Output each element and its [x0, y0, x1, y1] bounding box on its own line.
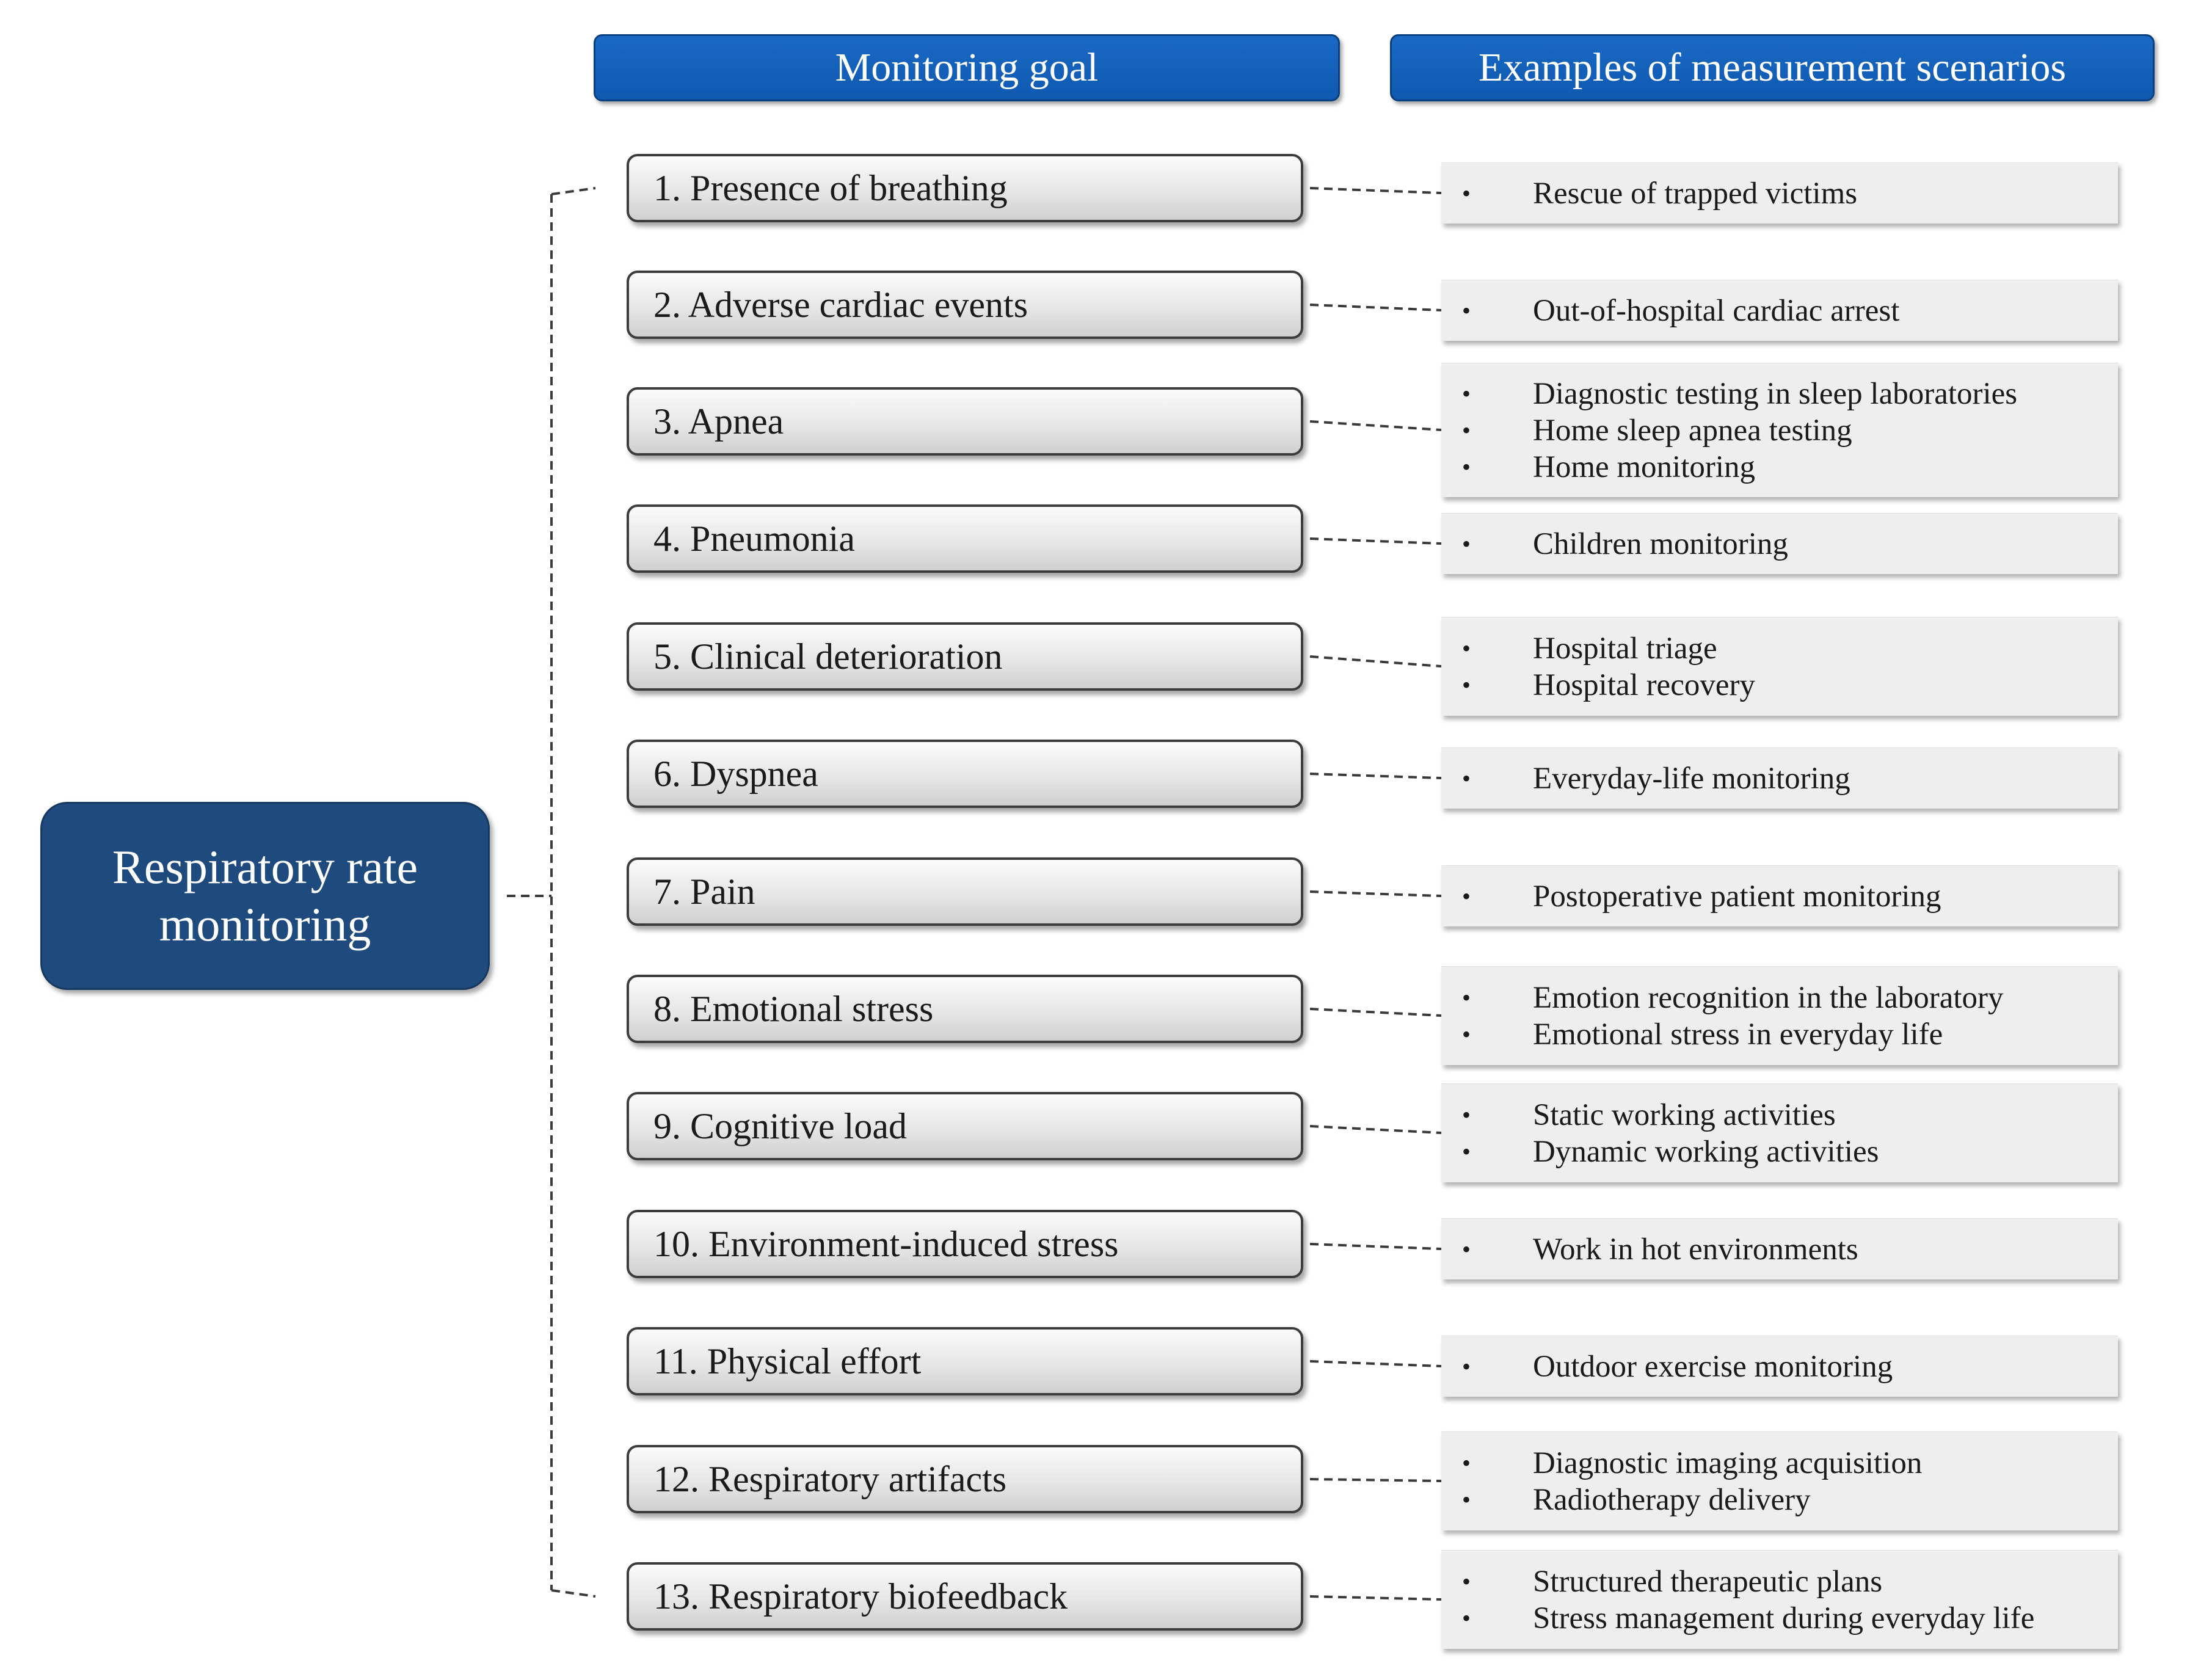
- example-item: [1441, 1482, 2118, 1518]
- goal-label: 3. Apnea: [653, 401, 784, 442]
- goal-to-example-line: [1310, 1244, 1441, 1249]
- goal-to-example-line: [1310, 657, 1441, 666]
- example-box: [1441, 1336, 2118, 1397]
- goal-to-example-line: [1310, 1596, 1441, 1599]
- root-node: [40, 802, 490, 990]
- bullet-icon: •: [1462, 416, 1471, 444]
- example-box: [1441, 1083, 2118, 1182]
- example-text: Rescue of trapped victims: [1533, 176, 1858, 211]
- goal-box: [627, 1327, 1303, 1395]
- bullet-icon: •: [1462, 1485, 1471, 1513]
- goal-label: 9. Cognitive load: [653, 1105, 907, 1146]
- example-text: Out-of-hospital cardiac arrest: [1533, 293, 1900, 328]
- example-text: Home monitoring: [1533, 449, 1756, 484]
- example-item: [1441, 760, 2118, 797]
- goal-label: 13. Respiratory biofeedback: [653, 1576, 1068, 1617]
- example-text: Dynamic working activities: [1533, 1134, 1879, 1169]
- bullet-icon: •: [1462, 179, 1471, 207]
- example-box: [1441, 865, 2118, 926]
- example-item: [1441, 1133, 2118, 1170]
- example-item: [1441, 1016, 2118, 1053]
- bullet-icon: •: [1462, 983, 1471, 1011]
- goal-to-example-line: [1310, 421, 1441, 430]
- goal-box: [627, 387, 1303, 456]
- example-item: [1441, 667, 2118, 704]
- example-text: Radiotherapy delivery: [1533, 1482, 1811, 1517]
- goal-to-example-line: [1310, 1479, 1441, 1481]
- example-item: [1441, 412, 2118, 449]
- example-box: [1441, 1550, 2118, 1649]
- goal-label: 2. Adverse cardiac events: [653, 284, 1028, 325]
- goal-box: [627, 857, 1303, 926]
- goal-label: 12. Respiratory artifacts: [653, 1458, 1007, 1499]
- goal-to-example-line: [1310, 774, 1441, 778]
- example-text: Hospital recovery: [1533, 668, 1755, 702]
- bullet-icon: •: [1462, 634, 1471, 662]
- example-text: Everyday-life monitoring: [1533, 761, 1850, 796]
- example-text: Work in hot environments: [1533, 1232, 1858, 1267]
- example-item: [1441, 1563, 2118, 1600]
- bullet-icon: •: [1462, 529, 1471, 558]
- example-item: [1441, 878, 2118, 915]
- example-text: Static working activities: [1533, 1097, 1836, 1132]
- example-item: [1441, 1445, 2118, 1482]
- bullet-icon: •: [1462, 1100, 1471, 1129]
- example-text: Children monitoring: [1533, 526, 1788, 561]
- example-box: [1441, 162, 2118, 224]
- goal-box: [627, 1210, 1303, 1278]
- example-item: [1441, 175, 2118, 212]
- goal-to-example-line: [1310, 1126, 1441, 1133]
- example-item: [1441, 630, 2118, 667]
- goal-to-example-line: [1310, 892, 1441, 896]
- example-box: [1441, 617, 2118, 716]
- example-box: [1441, 1431, 2118, 1530]
- example-text: Hospital triage: [1533, 631, 1717, 666]
- bullet-icon: •: [1462, 1235, 1471, 1263]
- bullet-icon: •: [1462, 1449, 1471, 1477]
- bullet-icon: •: [1462, 671, 1471, 699]
- goal-to-example-line: [1310, 1009, 1441, 1016]
- bullet-icon: •: [1462, 453, 1471, 481]
- goal-box: [627, 504, 1303, 573]
- example-item: [1441, 293, 2118, 329]
- example-box: [1441, 966, 2118, 1065]
- root-line-2: monitoring: [159, 898, 371, 951]
- goal-label: 5. Clinical deterioration: [653, 636, 1003, 677]
- goal-to-example-line: [1310, 1361, 1441, 1366]
- bracket-bottom-line: [551, 1590, 595, 1596]
- example-item: [1441, 376, 2118, 412]
- goal-box: [627, 1562, 1303, 1631]
- goal-box: [627, 622, 1303, 691]
- example-text: Home sleep apnea testing: [1533, 413, 1852, 448]
- example-box: [1441, 513, 2118, 574]
- example-box: [1441, 1218, 2118, 1279]
- example-text: Emotional stress in everyday life: [1533, 1017, 1943, 1052]
- goal-label: 10. Environment-induced stress: [653, 1223, 1119, 1264]
- example-item: [1441, 1348, 2118, 1385]
- bullet-icon: •: [1462, 296, 1471, 324]
- bullet-icon: •: [1462, 1352, 1471, 1380]
- goal-box: [627, 154, 1303, 222]
- goal-to-example-line: [1310, 539, 1441, 544]
- root-line-1: Respiratory rate: [112, 840, 418, 893]
- example-item: [1441, 1231, 2118, 1268]
- example-text: Stress management during everyday life: [1533, 1601, 2035, 1635]
- example-item: [1441, 526, 2118, 562]
- example-text: Emotion recognition in the laboratory: [1533, 980, 2004, 1015]
- goal-box: [627, 1092, 1303, 1160]
- goal-box: [627, 271, 1303, 339]
- example-item: [1441, 980, 2118, 1016]
- bullet-icon: •: [1462, 764, 1471, 792]
- bullet-icon: •: [1462, 1020, 1471, 1048]
- goal-box: [627, 1445, 1303, 1513]
- example-text: Outdoor exercise monitoring: [1533, 1349, 1893, 1384]
- goal-box: [627, 740, 1303, 808]
- example-box: [1441, 363, 2118, 497]
- bullet-icon: •: [1462, 379, 1471, 407]
- goal-label: 8. Emotional stress: [653, 988, 934, 1029]
- monitoring-goal-header: Monitoring goal: [594, 34, 1340, 101]
- goal-label: 6. Dyspnea: [653, 753, 818, 794]
- example-text: Structured therapeutic plans: [1533, 1564, 1883, 1599]
- goal-to-example-line: [1310, 305, 1441, 310]
- bullet-icon: •: [1462, 1567, 1471, 1595]
- example-box: [1441, 748, 2118, 809]
- bracket-top-line: [551, 188, 595, 194]
- goal-label: 4. Pneumonia: [653, 518, 855, 559]
- examples-header: Examples of measurement scenarios: [1390, 34, 2155, 101]
- goal-label: 11. Physical effort: [653, 1341, 922, 1381]
- example-box: [1441, 280, 2118, 341]
- goal-label: 1. Presence of breathing: [653, 167, 1008, 208]
- bullet-icon: •: [1462, 1604, 1471, 1632]
- goal-label: 7. Pain: [653, 871, 755, 912]
- example-text: Postoperative patient monitoring: [1533, 879, 1941, 914]
- example-item: [1441, 1600, 2118, 1637]
- bullet-icon: •: [1462, 1137, 1471, 1165]
- example-item: [1441, 449, 2118, 486]
- bullet-icon: •: [1462, 882, 1471, 910]
- goal-box: [627, 975, 1303, 1043]
- example-text: Diagnostic imaging acquisition: [1533, 1446, 1923, 1480]
- example-item: [1441, 1097, 2118, 1133]
- goal-to-example-line: [1310, 188, 1441, 193]
- example-text: Diagnostic testing in sleep laboratories: [1533, 376, 2018, 411]
